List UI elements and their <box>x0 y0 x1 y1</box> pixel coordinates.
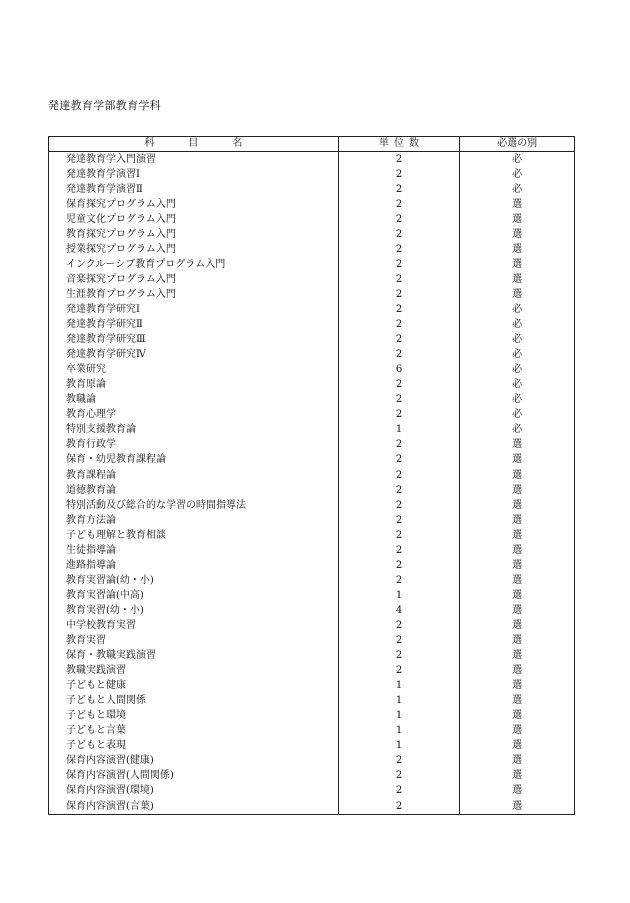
table-row <box>49 513 575 528</box>
required-elective-cell: 選 <box>460 679 575 694</box>
units-cell: 1 <box>338 724 460 739</box>
course-name-cell: 教育心理学 <box>49 408 339 423</box>
units-cell: 1 <box>338 709 460 724</box>
table-row <box>49 483 575 498</box>
course-name-cell: 教育方法論 <box>49 513 339 528</box>
required-elective-cell: 選 <box>460 468 575 483</box>
course-name-cell: 発達教育学演習Ⅰ <box>49 167 339 182</box>
required-elective-cell: 必 <box>460 363 575 378</box>
units-cell: 2 <box>338 257 460 272</box>
units-cell: 2 <box>338 513 460 528</box>
table-row <box>49 197 575 212</box>
table-row <box>49 212 575 227</box>
header-subject: 科目名 <box>49 137 339 152</box>
required-elective-cell: 必 <box>460 302 575 317</box>
units-cell: 2 <box>338 287 460 302</box>
required-elective-cell: 選 <box>460 694 575 709</box>
table-row <box>49 769 575 784</box>
units-cell: 2 <box>338 468 460 483</box>
required-elective-cell: 選 <box>460 724 575 739</box>
course-name-cell: 児童文化プログラム入門 <box>49 212 339 227</box>
table-row <box>49 408 575 423</box>
table-row <box>49 799 575 815</box>
required-elective-cell: 選 <box>460 453 575 468</box>
required-elective-cell: 選 <box>460 528 575 543</box>
course-name-cell: 卒業研究 <box>49 363 339 378</box>
required-elective-cell: 選 <box>460 754 575 769</box>
units-cell: 1 <box>338 694 460 709</box>
required-elective-cell: 必 <box>460 318 575 333</box>
required-elective-cell: 選 <box>460 287 575 302</box>
course-name-cell: 発達教育学研究Ⅱ <box>49 318 339 333</box>
table-row <box>49 227 575 242</box>
required-elective-cell: 選 <box>460 573 575 588</box>
course-name-cell: 保育探究プログラム入門 <box>49 197 339 212</box>
required-elective-cell: 必 <box>460 408 575 423</box>
units-cell: 1 <box>338 588 460 603</box>
course-name-cell: 教育探究プログラム入門 <box>49 227 339 242</box>
table-row <box>49 242 575 257</box>
table-row <box>49 634 575 649</box>
course-name-cell: 教育実習論(中高) <box>49 588 339 603</box>
required-elective-cell: 選 <box>460 799 575 815</box>
units-cell: 2 <box>338 543 460 558</box>
table-body <box>49 152 575 815</box>
table-row <box>49 423 575 438</box>
course-name-cell: 子どもと人間関係 <box>49 694 339 709</box>
course-name-cell: 保育内容演習(環境) <box>49 784 339 799</box>
required-elective-cell: 必 <box>460 378 575 393</box>
units-cell: 2 <box>338 182 460 197</box>
header-row <box>49 137 575 152</box>
required-elective-cell: 選 <box>460 558 575 573</box>
units-cell: 2 <box>338 618 460 633</box>
table-row <box>49 603 575 618</box>
units-cell: 2 <box>338 167 460 182</box>
course-name-cell: 生徒指導論 <box>49 543 339 558</box>
table-row <box>49 784 575 799</box>
units-cell: 2 <box>338 333 460 348</box>
table-row <box>49 528 575 543</box>
table-row <box>49 363 575 378</box>
course-table <box>48 136 575 815</box>
course-name-cell: 授業探究プログラム入門 <box>49 242 339 257</box>
table-row <box>49 679 575 694</box>
course-name-cell: 発達教育学研究Ⅲ <box>49 333 339 348</box>
table-row <box>49 167 575 182</box>
course-name-cell: 教職論 <box>49 393 339 408</box>
course-name-cell: 保育内容演習(言葉) <box>49 799 339 815</box>
required-elective-cell: 選 <box>460 709 575 724</box>
course-name-cell: 教育行政学 <box>49 438 339 453</box>
units-cell: 2 <box>338 498 460 513</box>
table-row <box>49 438 575 453</box>
units-cell: 2 <box>338 573 460 588</box>
table-row <box>49 272 575 287</box>
units-cell: 2 <box>338 302 460 317</box>
course-name-cell: 教育原論 <box>49 378 339 393</box>
required-elective-cell: 必 <box>460 182 575 197</box>
course-name-cell: 子ども理解と教育相談 <box>49 528 339 543</box>
units-cell: 2 <box>338 528 460 543</box>
table-row <box>49 664 575 679</box>
table-row <box>49 393 575 408</box>
required-elective-cell: 選 <box>460 603 575 618</box>
table-row <box>49 152 575 168</box>
required-elective-cell: 選 <box>460 498 575 513</box>
required-elective-cell: 選 <box>460 588 575 603</box>
required-elective-cell: 選 <box>460 227 575 242</box>
course-name-cell: 子どもと環境 <box>49 709 339 724</box>
required-elective-cell: 選 <box>460 664 575 679</box>
units-cell: 2 <box>338 784 460 799</box>
header-units: 単位数 <box>338 137 460 152</box>
course-name-cell: 教育実習論(幼・小) <box>49 573 339 588</box>
table-row <box>49 588 575 603</box>
table-row <box>49 257 575 272</box>
units-cell: 2 <box>338 378 460 393</box>
table-row <box>49 318 575 333</box>
course-name-cell: 教育実習 <box>49 634 339 649</box>
required-elective-cell: 選 <box>460 543 575 558</box>
table-row <box>49 378 575 393</box>
course-name-cell: 発達教育学演習Ⅱ <box>49 182 339 197</box>
required-elective-cell: 必 <box>460 393 575 408</box>
course-name-cell: 子どもと言葉 <box>49 724 339 739</box>
course-name-cell: 保育・教職実践演習 <box>49 649 339 664</box>
table-row <box>49 558 575 573</box>
units-cell: 2 <box>338 634 460 649</box>
table-row <box>49 287 575 302</box>
table-row <box>49 649 575 664</box>
course-name-cell: 生涯教育プログラム入門 <box>49 287 339 302</box>
required-elective-cell: 選 <box>460 483 575 498</box>
units-cell: 1 <box>338 679 460 694</box>
required-elective-cell: 選 <box>460 513 575 528</box>
table-row <box>49 348 575 363</box>
units-cell: 2 <box>338 754 460 769</box>
course-name-cell: 中学校教育実習 <box>49 618 339 633</box>
required-elective-cell: 必 <box>460 423 575 438</box>
units-cell: 2 <box>338 408 460 423</box>
course-name-cell: 保育内容演習(人間関係) <box>49 769 339 784</box>
units-cell: 2 <box>338 227 460 242</box>
units-cell: 2 <box>338 799 460 815</box>
units-cell: 1 <box>338 423 460 438</box>
required-elective-cell: 選 <box>460 212 575 227</box>
required-elective-cell: 必 <box>460 333 575 348</box>
course-name-cell: 保育内容演習(健康) <box>49 754 339 769</box>
units-cell: 2 <box>338 393 460 408</box>
course-name-cell: 保育・幼児教育課程論 <box>49 453 339 468</box>
table-row <box>49 543 575 558</box>
required-elective-cell: 選 <box>460 197 575 212</box>
units-cell: 2 <box>338 197 460 212</box>
header-required-elective: 必選の別 <box>460 137 575 152</box>
course-name-cell: 進路指導論 <box>49 558 339 573</box>
units-cell: 2 <box>338 769 460 784</box>
course-name-cell: 教育課程論 <box>49 468 339 483</box>
course-name-cell: 子どもと表現 <box>49 739 339 754</box>
course-name-cell: 教育実習(幼・小) <box>49 603 339 618</box>
table-row <box>49 302 575 317</box>
table-row <box>49 724 575 739</box>
required-elective-cell: 選 <box>460 272 575 287</box>
table-row <box>49 739 575 754</box>
course-name-cell: 特別支援教育論 <box>49 423 339 438</box>
table-row <box>49 453 575 468</box>
units-cell: 2 <box>338 483 460 498</box>
table-row <box>49 333 575 348</box>
course-name-cell: 音楽探究プログラム入門 <box>49 272 339 287</box>
course-name-cell: 教職実践演習 <box>49 664 339 679</box>
required-elective-cell: 必 <box>460 348 575 363</box>
table-row <box>49 709 575 724</box>
units-cell: 2 <box>338 212 460 227</box>
required-elective-cell: 選 <box>460 649 575 664</box>
required-elective-cell: 選 <box>460 257 575 272</box>
table-row <box>49 573 575 588</box>
required-elective-cell: 選 <box>460 739 575 754</box>
required-elective-cell: 必 <box>460 167 575 182</box>
course-name-cell: インクルーシブ教育プログラム入門 <box>49 257 339 272</box>
table-header <box>49 137 575 152</box>
units-cell: 2 <box>338 242 460 257</box>
table-row <box>49 498 575 513</box>
required-elective-cell: 選 <box>460 618 575 633</box>
units-cell: 2 <box>338 318 460 333</box>
course-name-cell: 発達教育学研究Ⅳ <box>49 348 339 363</box>
course-name-cell: 子どもと健康 <box>49 679 339 694</box>
required-elective-cell: 選 <box>460 634 575 649</box>
table-row <box>49 694 575 709</box>
table-row <box>49 182 575 197</box>
units-cell: 2 <box>338 152 460 168</box>
units-cell: 6 <box>338 363 460 378</box>
units-cell: 2 <box>338 649 460 664</box>
course-name-cell: 発達教育学入門演習 <box>49 152 339 168</box>
units-cell: 2 <box>338 664 460 679</box>
required-elective-cell: 選 <box>460 242 575 257</box>
units-cell: 2 <box>338 348 460 363</box>
units-cell: 2 <box>338 558 460 573</box>
required-elective-cell: 選 <box>460 769 575 784</box>
department-title: 発達教育学部教育学科 <box>48 99 161 112</box>
required-elective-cell: 必 <box>460 152 575 168</box>
required-elective-cell: 選 <box>460 784 575 799</box>
units-cell: 2 <box>338 272 460 287</box>
course-name-cell: 発達教育学研究Ⅰ <box>49 302 339 317</box>
units-cell: 1 <box>338 739 460 754</box>
table-row <box>49 468 575 483</box>
units-cell: 2 <box>338 453 460 468</box>
table-row <box>49 618 575 633</box>
units-cell: 2 <box>338 438 460 453</box>
course-name-cell: 特別活動及び総合的な学習の時間指導法 <box>49 498 339 513</box>
units-cell: 4 <box>338 603 460 618</box>
course-name-cell: 道徳教育論 <box>49 483 339 498</box>
required-elective-cell: 選 <box>460 438 575 453</box>
table-row <box>49 754 575 769</box>
